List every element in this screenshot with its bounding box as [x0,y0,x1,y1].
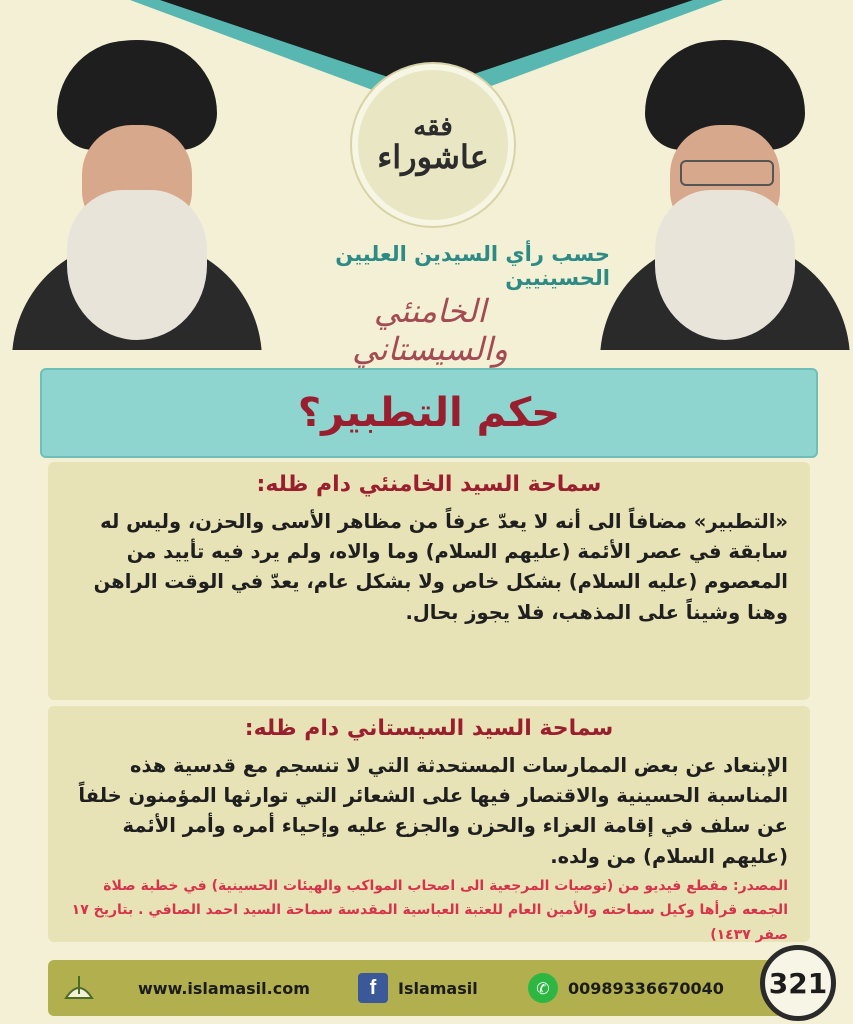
source-note: المصدر: مقطع فيديو من (توصيات المرجعية الى اصحاب المواكب والهيئات الحسينية) في خطبة صلاة الجمعه قرأها وكيل سماحته والأمين العام للعتبة العباسية المقدسة سماحة السيد احمد الصافي . بتاريخ ١٧ صفر ١٤٣٧) [71,877,788,943]
sistani-section [48,706,810,942]
header-names: الخامنئي والسيستاني [352,292,508,368]
khamenei-body: «التطبير» مضافاً الى أنه لا يعدّ عرفاً من مظاهر الأسى والحزن، وليس له سابقة في عصر الأئمة (عليهم السلام) وما والاه، ولم يرد فيه تأييد من المعصوم (عليه السلام) بشكل خاص ولا بشكل عام، يعدّ في الوقت الراهن وهنا وشيناً على المذهب، فلا يجوز بحال. [93,510,788,624]
facebook-text: Islamasil [398,978,478,998]
sistani-body: الإبتعاد عن بعض الممارسات المستحدثة التي لا تنسجم مع قدسية هذه المناسبة الحسينية والاقتصار فيها على الشعائر التي توارثها المؤمنون خلفاً عن سلف في إقامة العزاء والحزن والجزع عليه وإحياء أمره وأمر الأئمة (عليهم السلام) من ولده. [78,754,788,868]
whatsapp-icon: ✆ [528,973,558,1003]
facebook-icon: f [358,973,388,1003]
main-heading: حكم التطبير؟ [297,390,561,436]
header-subtitle: حسب رأي السيدين العليين الحسينيين [335,242,610,290]
whatsapp-text: 00989336670040 [568,978,724,998]
ashura-logo [352,64,514,226]
whatsapp-link[interactable] [528,960,724,1016]
post-number: 321 [768,966,828,1000]
logo-line2: عاشوراء [377,138,489,177]
post-number-badge [760,945,836,1021]
portrait-left [12,40,262,350]
website-text: www.islamasil.com [138,978,310,998]
footer-bar [48,960,778,1016]
main-heading-box [40,368,818,458]
facebook-link[interactable] [358,960,478,1016]
website-link[interactable] [138,960,310,1016]
portrait-right [600,40,850,350]
khamenei-title: سماحة السيد الخامنئي دام ظله: [256,472,602,497]
logo-line1: فقه [413,112,453,143]
islamasil-logo-icon [62,972,96,1002]
khamenei-section [48,462,810,700]
sistani-title: سماحة السيد السيستاني دام ظله: [244,716,614,741]
